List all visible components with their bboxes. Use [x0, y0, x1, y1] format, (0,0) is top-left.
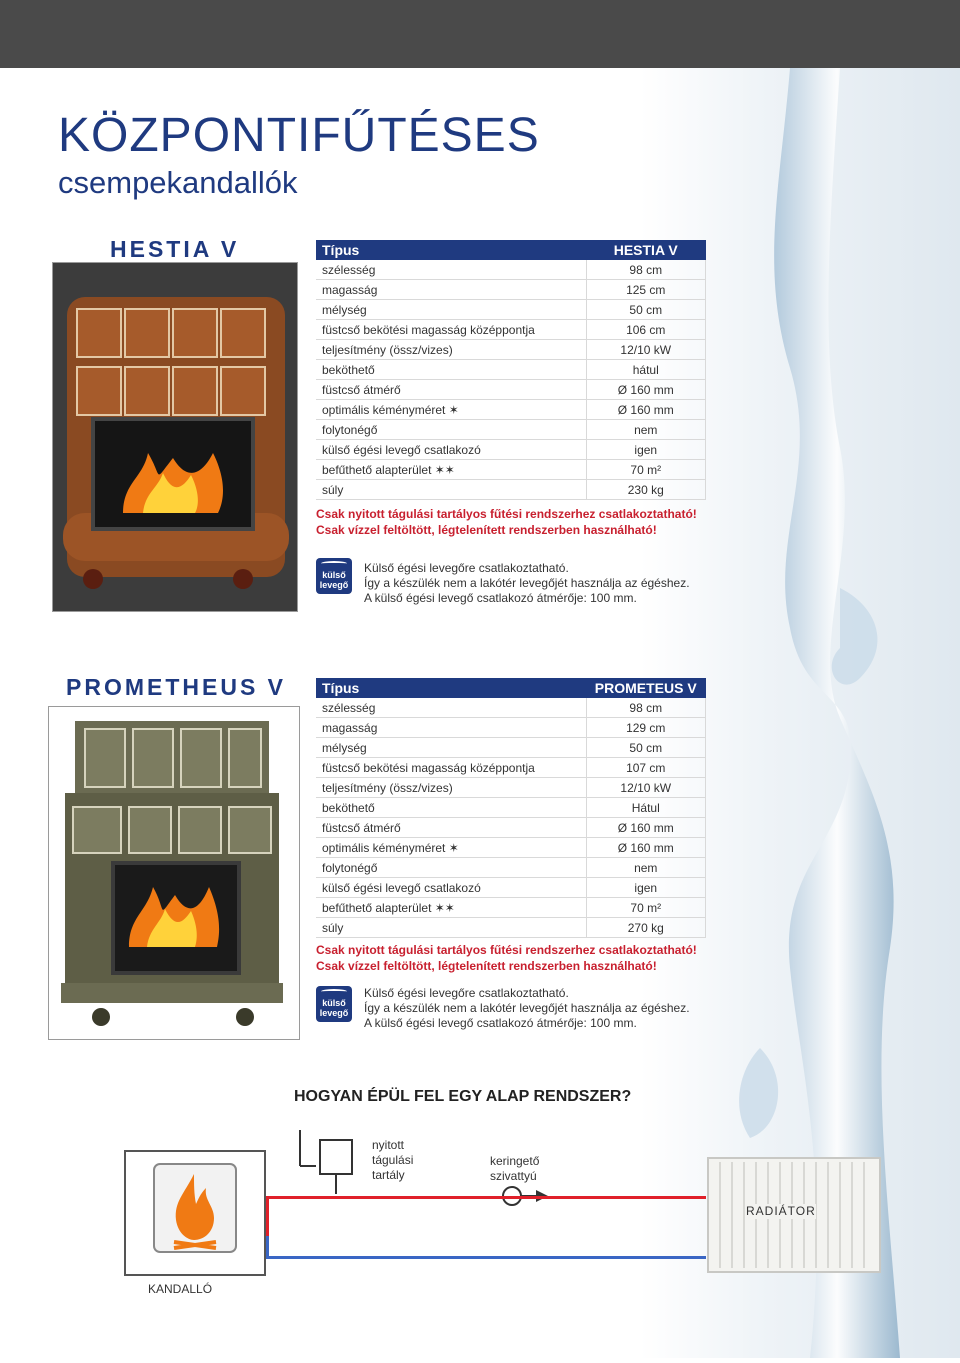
- warning-line: Csak nyitott tágulási tartályos fűtési rendszerhez csatlakoztatható!: [316, 507, 697, 521]
- row-label: beköthető: [316, 360, 586, 380]
- badge-text: levegő: [319, 580, 349, 590]
- product-name-hestia: HESTIA V: [110, 236, 240, 262]
- row-value: 107 cm: [586, 758, 706, 778]
- row-label: magasság: [316, 718, 586, 738]
- row-value: 106 cm: [586, 320, 706, 340]
- hestia-warning: [316, 506, 697, 538]
- table-row: [316, 260, 706, 280]
- hot-water-pipe: [266, 1196, 706, 1199]
- hot-water-pipe: [266, 1196, 269, 1240]
- table-row: [316, 838, 706, 858]
- row-value: Ø 160 mm: [586, 838, 706, 858]
- prometheus-photo: [48, 706, 300, 1040]
- row-label: súly: [316, 918, 586, 938]
- prometheus-spec-table: [316, 678, 706, 938]
- row-label: beköthető: [316, 798, 586, 818]
- table-row: [316, 400, 706, 420]
- table-row: [316, 918, 706, 938]
- row-label: befűthető alapterület ✶✶: [316, 460, 586, 480]
- note-line: Külső égési levegőre csatlakoztatható.: [364, 986, 569, 1000]
- stove-diagram-icon: [124, 1150, 266, 1276]
- page-title: KÖZPONTIFŰTÉSES: [58, 109, 540, 162]
- row-value: 270 kg: [586, 918, 706, 938]
- row-label: teljesítmény (össz/vizes): [316, 778, 586, 798]
- row-label: befűthető alapterület ✶✶: [316, 898, 586, 918]
- label-line: keringető: [490, 1154, 540, 1168]
- row-label: teljesítmény (össz/vizes): [316, 340, 586, 360]
- label-line: tartály: [372, 1168, 405, 1182]
- row-label: külső égési levegő csatlakozó: [316, 878, 586, 898]
- row-value: 98 cm: [586, 698, 706, 718]
- hestia-air-note: [364, 561, 690, 606]
- table-row: [316, 460, 706, 480]
- table-row: [316, 858, 706, 878]
- row-value: 125 cm: [586, 280, 706, 300]
- table-row: [316, 898, 706, 918]
- spec-header-model: HESTIA V: [586, 240, 706, 260]
- row-label: folytonégő: [316, 420, 586, 440]
- expansion-tank-label: [372, 1138, 413, 1183]
- row-value: Ø 160 mm: [586, 818, 706, 838]
- table-row: [316, 440, 706, 460]
- badge-text: külső: [322, 998, 346, 1008]
- hestia-spec-table: [316, 240, 706, 500]
- row-value: igen: [586, 440, 706, 460]
- table-row: [316, 878, 706, 898]
- radiator-label: RADIÁTOR: [746, 1204, 816, 1218]
- top-bar: [0, 0, 960, 68]
- prometheus-warning: [316, 942, 697, 974]
- note-line: A külső égési levegő csatlakozó átmérője: 100 mm.: [364, 591, 637, 605]
- row-label: mélység: [316, 738, 586, 758]
- table-row: [316, 480, 706, 500]
- row-value: Hátul: [586, 798, 706, 818]
- row-label: füstcső átmérő: [316, 818, 586, 838]
- warning-line: Csak vízzel feltöltött, légtelenített rendszerben használható!: [316, 959, 657, 973]
- hestia-photo: [52, 262, 298, 612]
- row-label: mélység: [316, 300, 586, 320]
- label-line: szivattyú: [490, 1169, 537, 1183]
- note-line: Külső égési levegőre csatlakoztatható.: [364, 561, 569, 575]
- row-label: szélesség: [316, 260, 586, 280]
- row-value: hátul: [586, 360, 706, 380]
- row-value: 230 kg: [586, 480, 706, 500]
- label-line: tágulási: [372, 1153, 414, 1167]
- stove-icon: [53, 263, 297, 611]
- badge-text: külső: [322, 570, 346, 580]
- product-name-prometheus: PROMETHEUS V: [66, 674, 287, 700]
- table-row: [316, 718, 706, 738]
- warning-line: Csak vízzel feltöltött, légtelenített rendszerben használható!: [316, 523, 657, 537]
- row-value: Ø 160 mm: [586, 380, 706, 400]
- page-subtitle: csempekandallók: [58, 165, 298, 200]
- row-value: 98 cm: [586, 260, 706, 280]
- row-value: 12/10 kW: [586, 778, 706, 798]
- row-value: igen: [586, 878, 706, 898]
- row-label: külső égési levegő csatlakozó: [316, 440, 586, 460]
- pump-label: [490, 1154, 539, 1184]
- row-value: nem: [586, 858, 706, 878]
- row-value: 12/10 kW: [586, 340, 706, 360]
- table-row: [316, 420, 706, 440]
- system-diagram-title: HOGYAN ÉPÜL FEL EGY ALAP RENDSZER?: [294, 1088, 632, 1105]
- table-row: [316, 280, 706, 300]
- table-row: [316, 738, 706, 758]
- table-row: [316, 698, 706, 718]
- badge-text: levegő: [319, 1008, 349, 1018]
- prometheus-air-note: [364, 986, 690, 1031]
- note-line: A külső égési levegő csatlakozó átmérője: 100 mm.: [364, 1016, 637, 1030]
- table-row: [316, 320, 706, 340]
- table-row: [316, 798, 706, 818]
- row-value: 70 m²: [586, 460, 706, 480]
- row-value: 129 cm: [586, 718, 706, 738]
- row-value: Ø 160 mm: [586, 400, 706, 420]
- row-label: füstcső átmérő: [316, 380, 586, 400]
- table-row: [316, 340, 706, 360]
- row-label: súly: [316, 480, 586, 500]
- table-row: [316, 758, 706, 778]
- warning-line: Csak nyitott tágulási tartályos fűtési rendszerhez csatlakoztatható!: [316, 943, 697, 957]
- row-label: füstcső bekötési magasság középpontja: [316, 320, 586, 340]
- spec-header-type: Típus: [316, 240, 586, 260]
- row-value: 70 m²: [586, 898, 706, 918]
- row-label: optimális kéményméret ✶: [316, 838, 586, 858]
- external-air-badge: [316, 986, 352, 1022]
- table-row: [316, 300, 706, 320]
- row-label: folytonégő: [316, 858, 586, 878]
- stove-label: KANDALLÓ: [148, 1282, 213, 1296]
- table-row: [316, 360, 706, 380]
- table-row: [316, 818, 706, 838]
- row-value: nem: [586, 420, 706, 440]
- row-label: szélesség: [316, 698, 586, 718]
- row-label: optimális kéményméret ✶: [316, 400, 586, 420]
- expansion-tank-icon: [296, 1126, 360, 1196]
- cold-water-pipe: [266, 1256, 706, 1259]
- row-value: 50 cm: [586, 300, 706, 320]
- external-air-badge: [316, 558, 352, 594]
- table-row: [316, 778, 706, 798]
- table-row: [316, 380, 706, 400]
- stove-icon: [49, 707, 299, 1039]
- note-line: Így a készülék nem a lakótér levegőjét használja az égéshez.: [364, 576, 690, 590]
- row-value: 50 cm: [586, 738, 706, 758]
- spec-header-model: PROMETEUS V: [586, 678, 706, 698]
- cold-water-pipe: [266, 1236, 269, 1259]
- note-line: Így a készülék nem a lakótér levegőjét használja az égéshez.: [364, 1001, 690, 1015]
- spec-header-type: Típus: [316, 678, 586, 698]
- label-line: nyitott: [372, 1138, 405, 1152]
- row-label: magasság: [316, 280, 586, 300]
- row-label: füstcső bekötési magasság középpontja: [316, 758, 586, 778]
